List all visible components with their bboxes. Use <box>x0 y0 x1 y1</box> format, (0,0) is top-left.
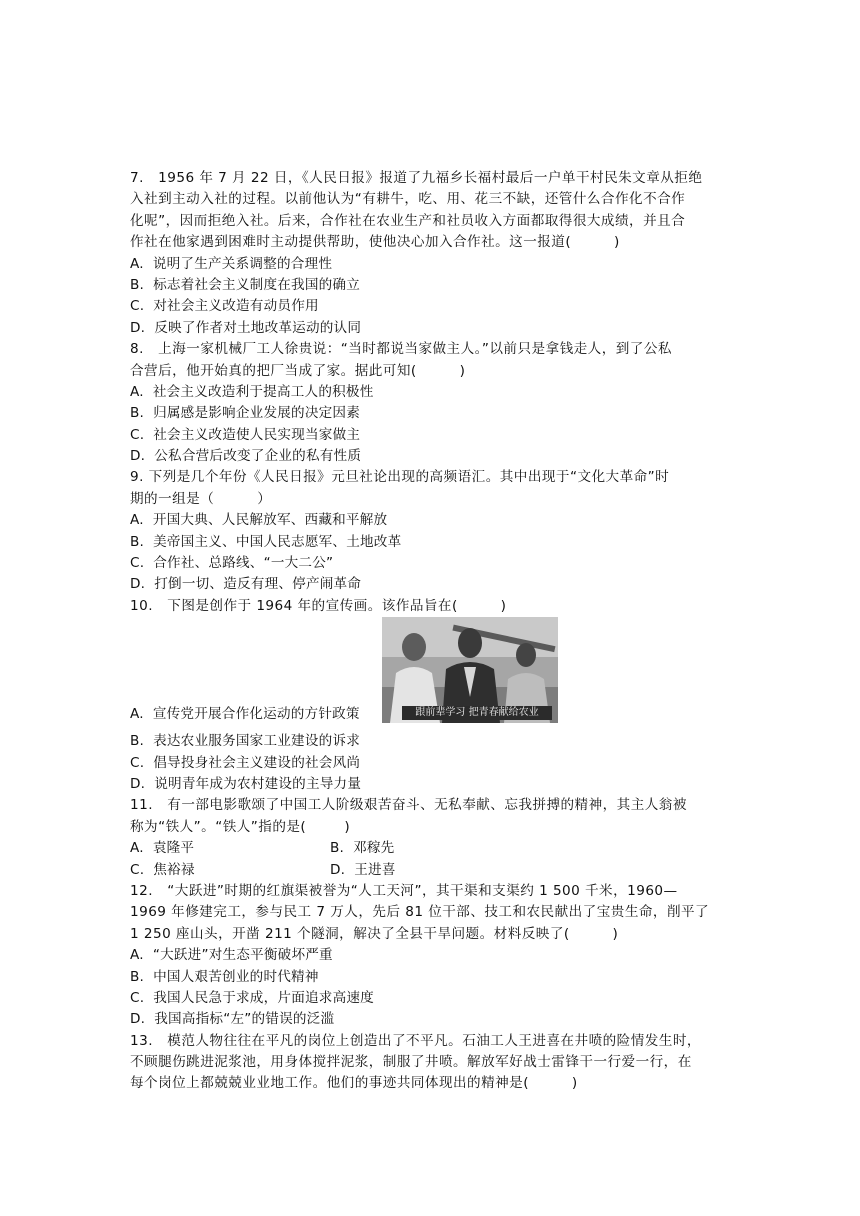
question-8 <box>130 339 730 467</box>
question-11-stem-line: 11. 有一部电影歌颂了中国工人阶级艰苦奋斗、无私奉献、忘我拼搏的精神，其主人翁被 <box>130 797 687 814</box>
question-11-options-row <box>130 838 730 859</box>
question-10-option-a: A. 宣传党开展合作化运动的方针政策 <box>130 705 360 722</box>
question-13 <box>130 1031 730 1095</box>
question-7-stem-line: 入社到主动入社的过程。以前他认为“有耕牛，吃、用、花三不缺，还管什么合作化不合作 <box>130 191 686 208</box>
question-7-stem-line: 7. 1956 年 7 月 22 日，《人民日报》报道了九福乡长福村最后一户单干村民朱文章从拒绝 <box>130 170 703 186</box>
question-9-option-b: B. 美帝国主义、中国人民志愿军、土地改革 <box>130 533 402 550</box>
question-7-option-b: B. 标志着社会主义制度在我国的确立 <box>130 276 360 293</box>
question-9-stem-line: 期的一组是（ ） <box>130 490 272 507</box>
question-12-stem-line: 12. “大跃进”时期的红旗渠被誉为“人工天河”，其干渠和支渠约 1 500 千米，1960— <box>130 882 678 899</box>
propaganda-poster-image <box>382 617 558 723</box>
question-11-option-b: B. 邓稼先 <box>330 840 395 857</box>
question-9-option-d: D. 打倒一切、造反有理、停产闹革命 <box>130 576 362 593</box>
question-12-stem-line: 1 250 座山头，开凿 211 个隧洞，解决了全县干旱问题。材料反映了( ) <box>130 925 619 942</box>
question-12-option-b: B. 中国人艰苦创业的时代精神 <box>130 968 319 985</box>
question-8-option-d: D. 公私合营后改变了企业的私有性质 <box>130 448 362 465</box>
question-13-stem-line: 13. 模范人物往往在平凡的岗位上创造出了不平凡。石油工人王进喜在井喷的险情发生时， <box>130 1032 701 1049</box>
question-12 <box>130 881 730 1031</box>
question-7-option-c: C. 对社会主义改造有动员作用 <box>130 298 319 315</box>
question-10-option-d: D. 说明青年成为农村建设的主导力量 <box>130 775 362 792</box>
question-8-stem-line: 8. 上海一家机械厂工人徐贵说：“当时都说当家做主人。”以前只是拿钱走人，到了公私 <box>130 341 672 358</box>
question-9 <box>130 467 730 595</box>
question-10-option-c: C. 倡导投身社会主义建设的社会风尚 <box>130 754 361 771</box>
question-10 <box>130 596 730 796</box>
poster-caption: 跟前辈学习 把青春献给农业 <box>402 706 552 720</box>
question-10-stem-line: 10. 下图是创作于 1964 年的宣传画。该作品旨在( ) <box>130 597 507 614</box>
question-12-option-c: C. 我国人民急于求成，片面追求高速度 <box>130 989 374 1006</box>
question-11-option-a: A. 袁隆平 <box>130 840 195 857</box>
question-8-option-a: A. 社会主义改造利于提高工人的积极性 <box>130 383 374 400</box>
question-11-options-row <box>130 860 730 881</box>
question-7-stem-line: 化呢”，因而拒绝入社。后来，合作社在农业生产和社员收入方面都取得很大成绩，并且合 <box>130 212 686 229</box>
question-12-stem-line: 1969 年修建完工，参与民工 7 万人，先后 81 位干部、技工和农民献出了宝贵生命，削平了 <box>130 904 710 921</box>
question-11-option-c: C. 焦裕禄 <box>130 861 195 878</box>
question-7-option-a: A. 说明了生产关系调整的合理性 <box>130 255 333 272</box>
question-7-option-d: D. 反映了作者对土地改革运动的认同 <box>130 319 362 336</box>
exam-page <box>130 168 730 1095</box>
question-10-option-b: B. 表达农业服务国家工业建设的诉求 <box>130 733 360 750</box>
question-7-stem-line: 作社在他家遇到困难时主动提供帮助，使他决心加入合作社。这一报道( ) <box>130 234 620 251</box>
question-9-option-a: A. 开国大典、人民解放军、西藏和平解放 <box>130 512 388 529</box>
question-11 <box>130 795 730 881</box>
question-8-option-b: B. 归属感是影响企业发展的决定因素 <box>130 405 360 422</box>
question-9-option-c: C. 合作社、总路线、“一大二公” <box>130 555 334 572</box>
question-10-image-row <box>130 617 730 727</box>
question-11-option-d: D. 王进喜 <box>330 861 396 878</box>
question-13-stem-line: 每个岗位上都兢兢业业地工作。他们的事迹共同体现出的精神是( ) <box>130 1075 578 1092</box>
question-13-stem-line: 不顾腿伤跳进泥浆池，用身体搅拌泥浆，制服了井喷。解放军好战士雷锋干一行爱一行，在 <box>130 1054 692 1071</box>
question-9-stem-line: 9. 下列是几个年份《人民日报》元旦社论出现的高频语汇。其中出现于“文化大革命”时 <box>130 469 670 486</box>
question-8-option-c: C. 社会主义改造使人民实现当家做主 <box>130 426 361 443</box>
question-12-option-a: A. “大跃进”对生态平衡破坏严重 <box>130 947 333 964</box>
question-8-stem-line: 合营后，他开始真的把厂当成了家。据此可知( ) <box>130 362 466 379</box>
question-7 <box>130 168 730 339</box>
question-11-stem-line: 称为“铁人”。“铁人”指的是( ) <box>130 818 351 835</box>
question-12-option-d: D. 我国高指标“左”的错误的泛滥 <box>130 1011 335 1028</box>
